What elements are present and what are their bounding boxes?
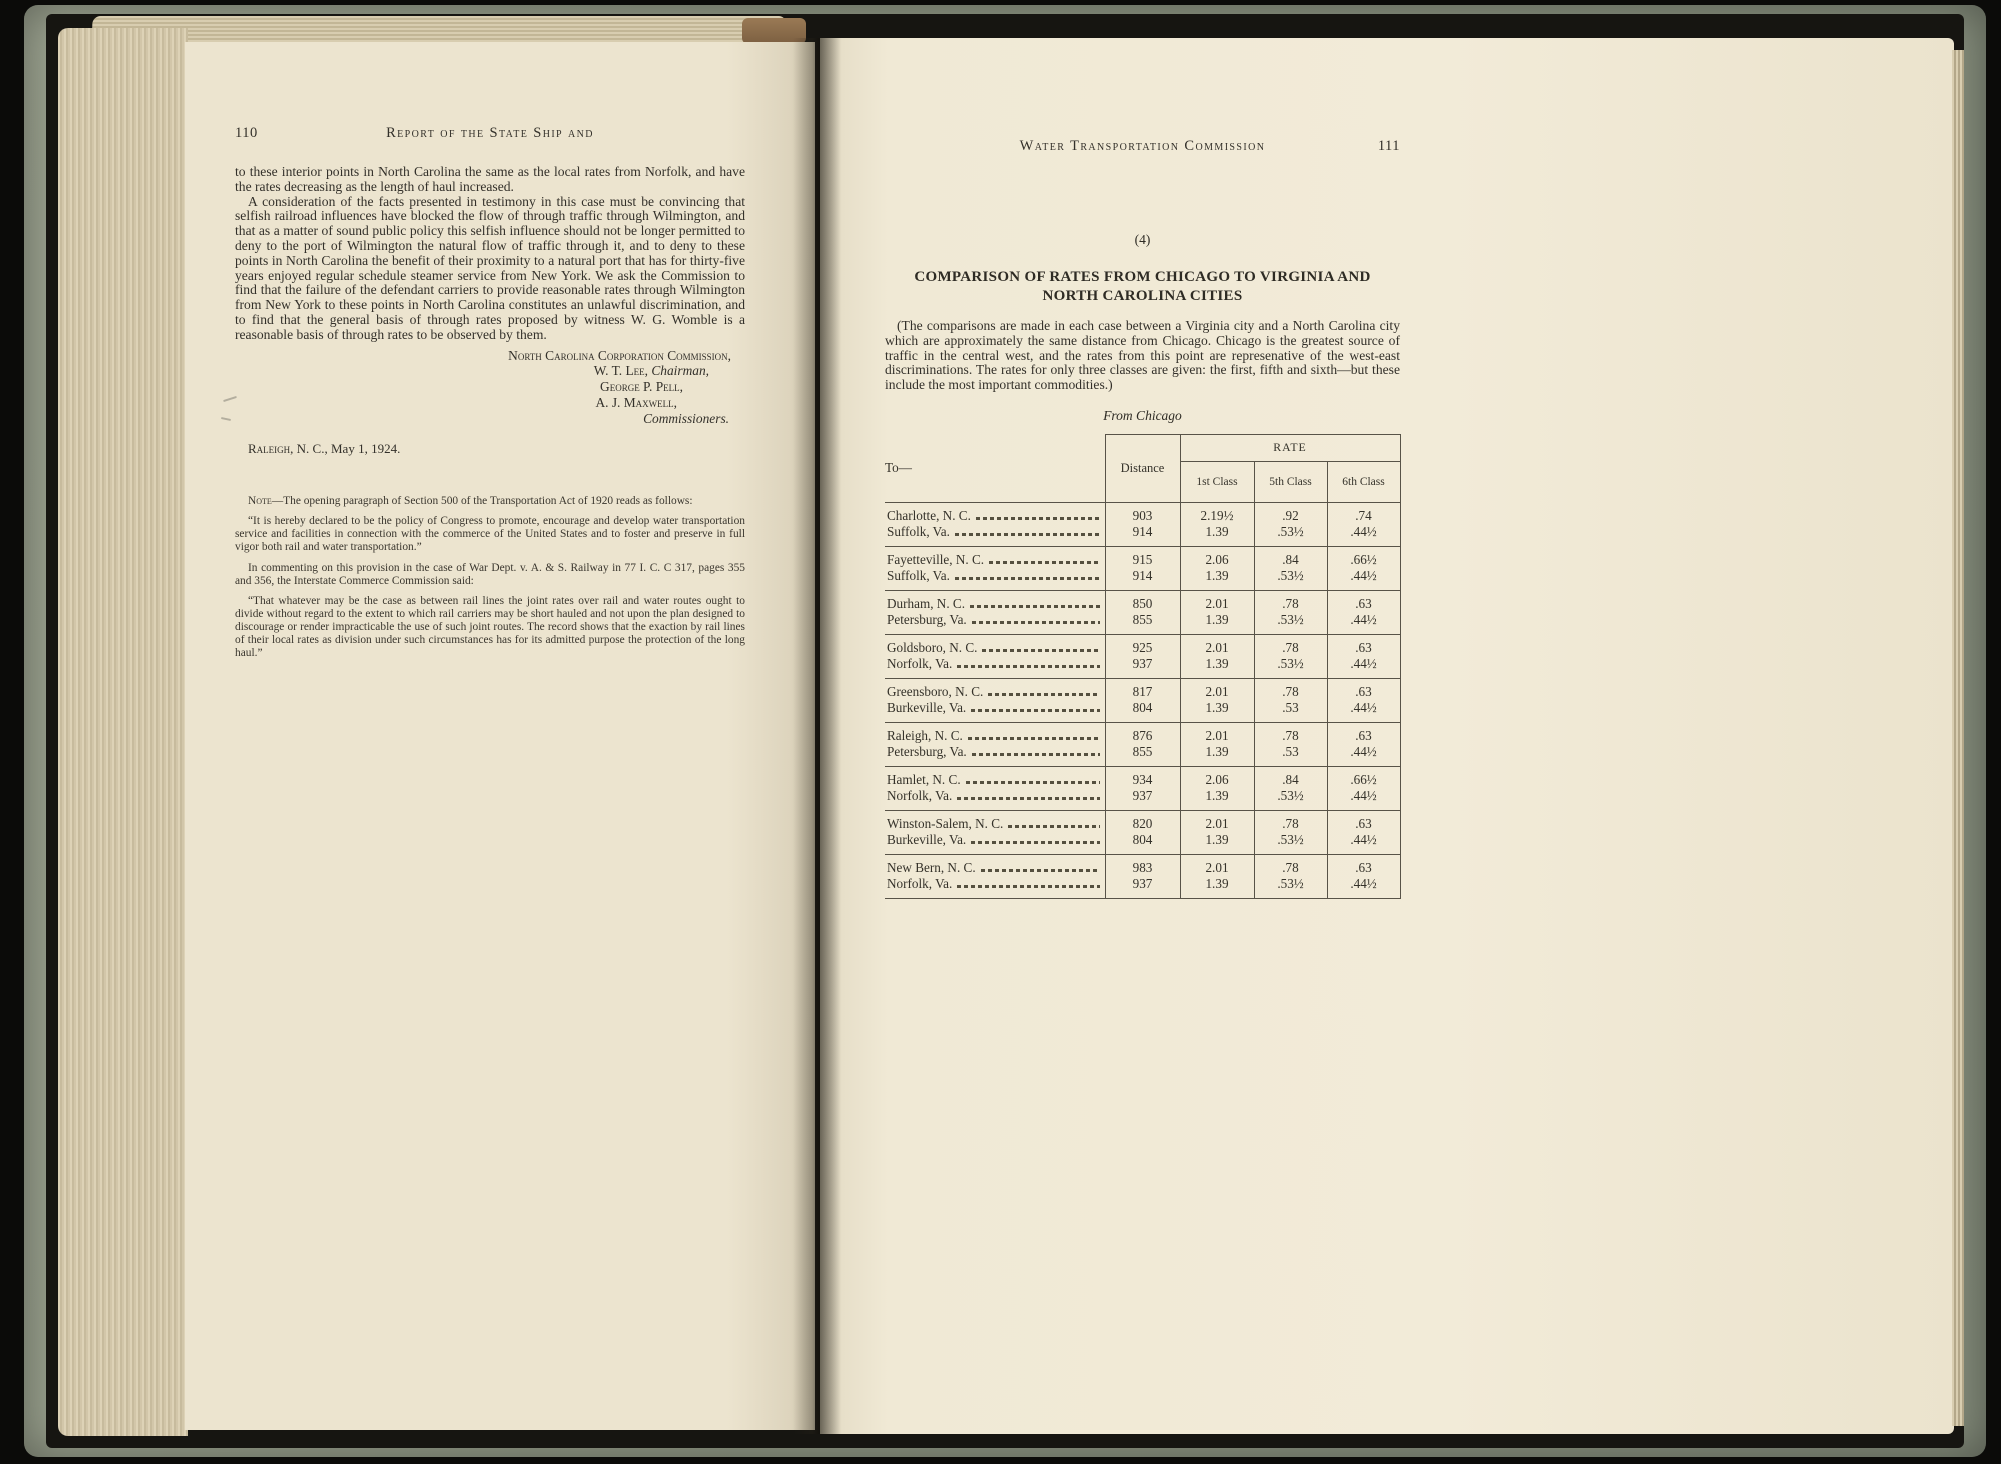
table-row xyxy=(885,722,1400,744)
city-name: Burkeville, Va. xyxy=(887,831,967,847)
first-class-cell: 1.39 xyxy=(1180,524,1254,547)
city-name: Winston-Salem, N. C. xyxy=(887,815,1004,831)
fifth-class-cell: .53½ xyxy=(1254,656,1327,679)
sixth-class-cell: .44½ xyxy=(1327,656,1400,679)
fifth-class-cell: .53½ xyxy=(1254,832,1327,855)
col-header-rate: RATE xyxy=(1180,434,1400,461)
fifth-class-cell: .53½ xyxy=(1254,612,1327,635)
table-row xyxy=(885,678,1400,700)
distance-cell: 804 xyxy=(1105,832,1180,855)
distance-cell: 804 xyxy=(1105,700,1180,723)
right-running-title: Water Transportation Commission xyxy=(1019,138,1266,154)
signature-block xyxy=(235,348,745,427)
table-row xyxy=(885,502,1400,524)
distance-cell: 817 xyxy=(1105,678,1180,700)
city-cell xyxy=(885,568,1105,591)
fifth-class-cell: .78 xyxy=(1254,590,1327,612)
page-stack-edge xyxy=(58,28,188,1436)
city-name: Norfolk, Va. xyxy=(887,875,953,891)
dash-leader xyxy=(976,517,1100,520)
city-cell xyxy=(885,502,1105,524)
right-page-number: 111 xyxy=(1377,138,1400,154)
body-paragraph: to these interior points in North Carolina the same as the local rates from Norfolk, and have the rates decreasing as the length of haul increased. xyxy=(235,164,745,194)
table-row xyxy=(885,854,1400,876)
col-header-5th-class: 5th Class xyxy=(1254,461,1327,502)
table-row xyxy=(885,568,1400,591)
fifth-class-cell: .78 xyxy=(1254,634,1327,656)
city-name: Petersburg, Va. xyxy=(887,611,967,627)
first-class-cell: 2.06 xyxy=(1180,766,1254,788)
note-paragraph: “It is hereby declared to be the policy of Congress to promote, encourage and develop water transportation service and facilities in connection with the commerce of the United States and to foster and preserve in full vigor both rail and water transportation.” xyxy=(235,515,745,553)
sixth-class-cell: .63 xyxy=(1327,678,1400,700)
dash-leader xyxy=(966,781,1100,784)
sixth-class-cell: .63 xyxy=(1327,590,1400,612)
table-row xyxy=(885,744,1400,767)
city-cell xyxy=(885,854,1105,876)
dash-leader xyxy=(970,605,1099,608)
sixth-class-cell: .63 xyxy=(1327,634,1400,656)
first-class-cell: 2.01 xyxy=(1180,722,1254,744)
city-cell xyxy=(885,634,1105,656)
city-cell xyxy=(885,876,1105,899)
fifth-class-cell: .53½ xyxy=(1254,876,1327,899)
rates-table-header xyxy=(885,434,1400,502)
distance-cell: 876 xyxy=(1105,722,1180,744)
first-class-cell: 1.39 xyxy=(1180,568,1254,591)
sixth-class-cell: .44½ xyxy=(1327,876,1400,899)
dash-leader xyxy=(988,693,1099,696)
fifth-class-cell: .92 xyxy=(1254,502,1327,524)
city-name: Charlotte, N. C. xyxy=(887,507,971,523)
distance-cell: 937 xyxy=(1105,876,1180,899)
dash-leader xyxy=(971,709,1099,712)
table-row xyxy=(885,546,1400,568)
fifth-class-cell: .78 xyxy=(1254,722,1327,744)
first-class-cell: 2.01 xyxy=(1180,678,1254,700)
right-page-content xyxy=(885,138,1400,899)
col-header-1st-class: 1st Class xyxy=(1180,461,1254,502)
fifth-class-cell: .84 xyxy=(1254,546,1327,568)
city-name: Greensboro, N. C. xyxy=(887,683,984,699)
distance-cell: 937 xyxy=(1105,788,1180,811)
city-cell xyxy=(885,524,1105,547)
right-running-head xyxy=(885,138,1400,156)
rates-table-body xyxy=(885,502,1400,898)
first-class-cell: 1.39 xyxy=(1180,832,1254,855)
city-cell xyxy=(885,766,1105,788)
col-header-to: To— xyxy=(885,434,1105,502)
pencil-mark xyxy=(221,417,231,421)
city-name: Goldsboro, N. C. xyxy=(887,639,978,655)
first-class-cell: 2.01 xyxy=(1180,590,1254,612)
left-running-title: Report of the State Ship and xyxy=(386,125,594,141)
city-cell xyxy=(885,722,1105,744)
sixth-class-cell: .63 xyxy=(1327,854,1400,876)
dash-leader xyxy=(982,649,1099,652)
dash-leader xyxy=(1008,825,1099,828)
city-name: Durham, N. C. xyxy=(887,595,966,611)
first-class-cell: 1.39 xyxy=(1180,876,1254,899)
distance-cell: 914 xyxy=(1105,524,1180,547)
col-header-distance: Distance xyxy=(1105,434,1180,502)
dash-leader xyxy=(989,561,1099,564)
city-cell xyxy=(885,788,1105,811)
city-name: Hamlet, N. C. xyxy=(887,771,961,787)
table-row xyxy=(885,634,1400,656)
table-row xyxy=(885,524,1400,547)
city-cell xyxy=(885,590,1105,612)
rates-table xyxy=(885,434,1401,899)
city-name: Norfolk, Va. xyxy=(887,655,953,671)
city-name: Burkeville, Va. xyxy=(887,699,967,715)
distance-cell: 934 xyxy=(1105,766,1180,788)
sixth-class-cell: .66½ xyxy=(1327,766,1400,788)
dash-leader xyxy=(971,841,1099,844)
section-heading: COMPARISON OF RATES FROM CHICAGO TO VIRGINIA AND NORTH CAROLINA CITIES xyxy=(914,269,1371,304)
right-page xyxy=(820,38,1954,1434)
distance-cell: 903 xyxy=(1105,502,1180,524)
fifth-class-cell: .53½ xyxy=(1254,524,1327,547)
first-class-cell: 2.19½ xyxy=(1180,502,1254,524)
dash-leader xyxy=(955,533,1100,536)
sixth-class-cell: .44½ xyxy=(1327,568,1400,591)
table-row xyxy=(885,590,1400,612)
first-class-cell: 1.39 xyxy=(1180,700,1254,723)
sixth-class-cell: .44½ xyxy=(1327,524,1400,547)
sixth-class-cell: .44½ xyxy=(1327,788,1400,811)
fifth-class-cell: .84 xyxy=(1254,766,1327,788)
table-row xyxy=(885,656,1400,679)
fifth-class-cell: .78 xyxy=(1254,810,1327,832)
first-class-cell: 1.39 xyxy=(1180,656,1254,679)
table-row xyxy=(885,700,1400,723)
fifth-class-cell: .53 xyxy=(1254,744,1327,767)
city-cell xyxy=(885,546,1105,568)
distance-cell: 914 xyxy=(1105,568,1180,591)
signature-role: Commissioners. xyxy=(643,410,729,426)
sixth-class-cell: .63 xyxy=(1327,722,1400,744)
city-cell xyxy=(885,744,1105,767)
city-cell xyxy=(885,832,1105,855)
dash-leader xyxy=(957,665,1099,668)
sixth-class-cell: .66½ xyxy=(1327,546,1400,568)
city-name: Petersburg, Va. xyxy=(887,743,967,759)
table-row xyxy=(885,612,1400,635)
city-cell xyxy=(885,656,1105,679)
note-paragraph xyxy=(235,495,745,508)
right-page-edges xyxy=(1952,50,1964,1426)
distance-cell: 915 xyxy=(1105,546,1180,568)
sixth-class-cell: .44½ xyxy=(1327,700,1400,723)
first-class-cell: 1.39 xyxy=(1180,788,1254,811)
dateline-date: May 1, 1924. xyxy=(330,440,401,456)
first-class-cell: 2.01 xyxy=(1180,634,1254,656)
city-name: Fayetteville, N. C. xyxy=(887,551,985,567)
fifth-class-cell: .78 xyxy=(1254,854,1327,876)
signer-title: Chairman, xyxy=(651,363,709,379)
dateline xyxy=(235,441,745,457)
city-name: Suffolk, Va. xyxy=(887,567,950,583)
col-header-6th-class: 6th Class xyxy=(1327,461,1400,502)
note-paragraph: “That whatever may be the case as between rail lines the joint rates over rail and water routes ought to divide without regard to the extent to which rail carriers may be short hauled and not upon the plan designed to discourage or render impracticable the use of such joint routes. The record shows that the exaction by rail lines of their local rates as division under such circumstances has for its admitted purpose the protection of the long haul.” xyxy=(235,595,745,659)
city-name: Raleigh, N. C. xyxy=(887,727,963,743)
signer-name: W. T. Lee, xyxy=(593,363,648,379)
first-class-cell: 1.39 xyxy=(1180,744,1254,767)
note-paragraph: In commenting on this provision in the case of War Dept. v. A. & S. Railway in 77 I. C. C 317, pages 355 and 356, the Interstate Commerce Commission said: xyxy=(235,561,745,587)
sixth-class-cell: .63 xyxy=(1327,810,1400,832)
table-row xyxy=(885,832,1400,855)
dateline-place: Raleigh, N. C., xyxy=(248,440,328,456)
fifth-class-cell: .53 xyxy=(1254,700,1327,723)
left-page xyxy=(185,42,815,1430)
dash-leader xyxy=(968,737,1100,740)
sixth-class-cell: .44½ xyxy=(1327,744,1400,767)
body-paragraph: A consideration of the facts presented in testimony in this case must be convincing that selfish railroad influences have blocked the flow of through traffic through Wilmington, and that as a matter of sound public policy this selfish influence should not be longer permitted to deny to the port of Wilmington the natural flow of traffic through it, and to deny to these points in North Carolina the benefit of their proximity to a natural port that has for thirty-five years enjoyed regular schedule steamer service from New York. We ask the Commission to find that the failure of the defendant carriers to provide reasonable rates through Wilmington from New York to these points in North Carolina constitutes an unlawful discrimination, and to find that the general basis of through rates proposed by witness W. G. Womble is a reasonable basis of through rates to be observed by them. xyxy=(235,193,745,342)
city-name: Suffolk, Va. xyxy=(887,523,950,539)
spine-headband xyxy=(742,18,806,44)
dash-leader xyxy=(972,753,1100,756)
first-class-cell: 1.39 xyxy=(1180,612,1254,635)
city-name: New Bern, N. C. xyxy=(887,859,976,875)
fifth-class-cell: .53½ xyxy=(1254,568,1327,591)
note-label: Note xyxy=(248,494,272,507)
left-running-head xyxy=(235,125,745,143)
table-caption: From Chicago xyxy=(1103,407,1182,423)
distance-cell: 937 xyxy=(1105,656,1180,679)
signature-org: North Carolina Corporation Commission, xyxy=(508,347,731,363)
city-cell xyxy=(885,678,1105,700)
sixth-class-cell: .44½ xyxy=(1327,832,1400,855)
first-class-cell: 2.06 xyxy=(1180,546,1254,568)
fifth-class-cell: .78 xyxy=(1254,678,1327,700)
city-cell xyxy=(885,810,1105,832)
city-cell xyxy=(885,612,1105,635)
table-row xyxy=(885,788,1400,811)
left-page-number: 110 xyxy=(235,125,258,141)
footnotes xyxy=(235,495,745,660)
left-page-content xyxy=(235,125,745,659)
fifth-class-cell: .53½ xyxy=(1254,788,1327,811)
dash-leader xyxy=(981,869,1100,872)
table-row xyxy=(885,810,1400,832)
distance-cell: 855 xyxy=(1105,612,1180,635)
sixth-class-cell: .74 xyxy=(1327,502,1400,524)
signature-line: George P. Pell, xyxy=(600,379,683,395)
section-number: (4) xyxy=(1134,232,1151,247)
note-text: —The opening paragraph of Section 500 of the Transportation Act of 1920 reads as follows: xyxy=(271,494,693,507)
first-class-cell: 2.01 xyxy=(1180,854,1254,876)
table-row xyxy=(885,876,1400,899)
city-cell xyxy=(885,700,1105,723)
dash-leader xyxy=(957,797,1099,800)
table-row xyxy=(885,766,1400,788)
distance-cell: 983 xyxy=(1105,854,1180,876)
sixth-class-cell: .44½ xyxy=(1327,612,1400,635)
signature-line: A. J. Maxwell, xyxy=(595,394,677,410)
distance-cell: 925 xyxy=(1105,634,1180,656)
dash-leader xyxy=(957,885,1099,888)
distance-cell: 855 xyxy=(1105,744,1180,767)
city-name: Norfolk, Va. xyxy=(887,787,953,803)
signature-line xyxy=(235,363,745,379)
intro-paragraph: (The comparisons are made in each case between a Virginia city and a North Carolina city which are approximately the same distance from Chicago. Chicago is the greatest source of traffic in the central west, and the rates from this point are represenative of the west-east discriminations. The rates for only three classes are given: the first, fifth and sixth—but these include the most important commodities.) xyxy=(885,318,1400,393)
distance-cell: 820 xyxy=(1105,810,1180,832)
dash-leader xyxy=(972,621,1100,624)
first-class-cell: 2.01 xyxy=(1180,810,1254,832)
distance-cell: 850 xyxy=(1105,590,1180,612)
dash-leader xyxy=(955,577,1100,580)
